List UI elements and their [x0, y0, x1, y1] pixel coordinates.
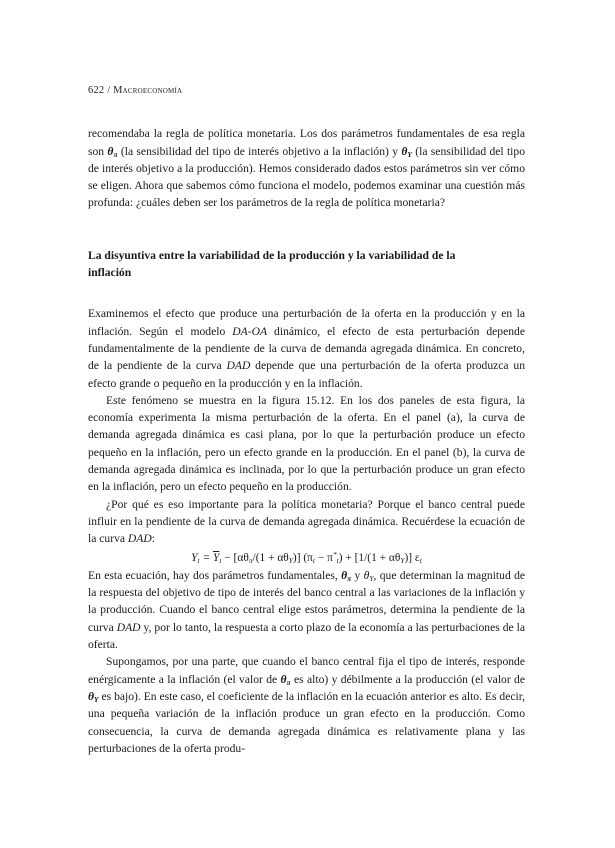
- paragraph-1: Examinemos el efecto que produce una perturbación de la oferta en la producción y en la inflación. Según el modelo DA-OA dinámico, el efecto de esta perturbación depende fundamentalmente de la pendiente de la curva de demanda agregada dinámica. En concreto, de la pendiente de la curva DAD depende que una perturbación de la oferta produzca un efecto grande o pequeño en la producción y en la inflación.: [88, 307, 525, 390]
- paragraph-4: En esta ecuación, hay dos parámetros fundamentales, $\theta_\pi$ y $\theta_Y$, que determinan la magnitud de la respuesta del objetivo de tipo de interés del banco central a las variaciones de la inflación y la producción. Cuando el banco central elige estos parámetros, determina la pendiente de la curva DAD y, por lo tanto, la respuesta a corto plazo de la economía a las perturbaciones de la oferta.: [88, 568, 526, 652]
- book-page: [88, 82, 525, 757]
- section-heading: La disyuntiva entre la variabilidad de la producción y la variabilidad de la inflación: [88, 248, 456, 280]
- paragraph-2: Este fenómeno se muestra en la figura 15.12. En los dos paneles de esta figura, la economía experimenta la misma perturbación de la oferta. En el panel (a), la curva de demanda agregada dinámica es casi plana, por lo que la perturbación produce un efecto pequeño en la inflación, pero un efecto grande en la producción. En el panel (b), la curva de demanda agregada dinámica es inclinada, por lo que la perturbación produce un gran efecto en la inflación, pero un efecto pequeño en la producción.: [88, 393, 525, 494]
- dad-equation: $Y_t = \overline{Y}_t - [\alpha\theta_\pi/(1 + \alpha\theta_Y)] (\pi_t - \pi^*_t) + [1/(1 + \alpha\theta_Y)]$ $\varepsilon_t$: [191, 549, 422, 565]
- theta-y-symbol: $\theta_Y$: [401, 144, 412, 159]
- paragraph-5: Supongamos, por una parte, que cuando el banco central fija el tipo de interés, responde enérgicamente a la inflación (el valor de $\theta_\pi$ es alto) y débilmente a la producción (el valor de $\theta_Y$ es bajo). En este caso, el coeficiente de la inflación en la ecuación anterior es alto. Es decir, una pequeña variación de la inflación produce un gran efecto en la producción. Como consecuencia, la curva de demanda agregada dinámica es relativamente plana y las perturbaciones de la oferta produ-: [88, 655, 526, 755]
- header-separator: /: [107, 85, 111, 96]
- intro-paragraph: recomendaba la regla de política monetaria. Los dos parámetros fundamentales de esa regla son $\theta_\pi$ (la sensibilidad del tipo de interés objetivo a la inflación) y $\theta_Y$ (la sensibilidad del tipo de interés objetivo a la producción). Hemos considerado dados estos parámetros sin ver cómo se eligen. Ahora que sabemos cómo funciona el modelo, podemos examinar una cuestión más profunda: ¿cuáles deben ser los parámetros de la regla de política monetaria?: [88, 127, 525, 210]
- running-head: [88, 82, 525, 99]
- paragraph-3: ¿Por qué es eso importante para la política monetaria? Porque el banco central puede influir en la pendiente de la curva de demanda agregada dinámica. Recuérdese la ecuación de la curva DAD:: [88, 497, 525, 546]
- page-number: 622: [88, 85, 105, 96]
- book-title: Macroeconomía: [113, 85, 183, 96]
- theta-pi-symbol: $\theta_\pi$: [107, 144, 118, 159]
